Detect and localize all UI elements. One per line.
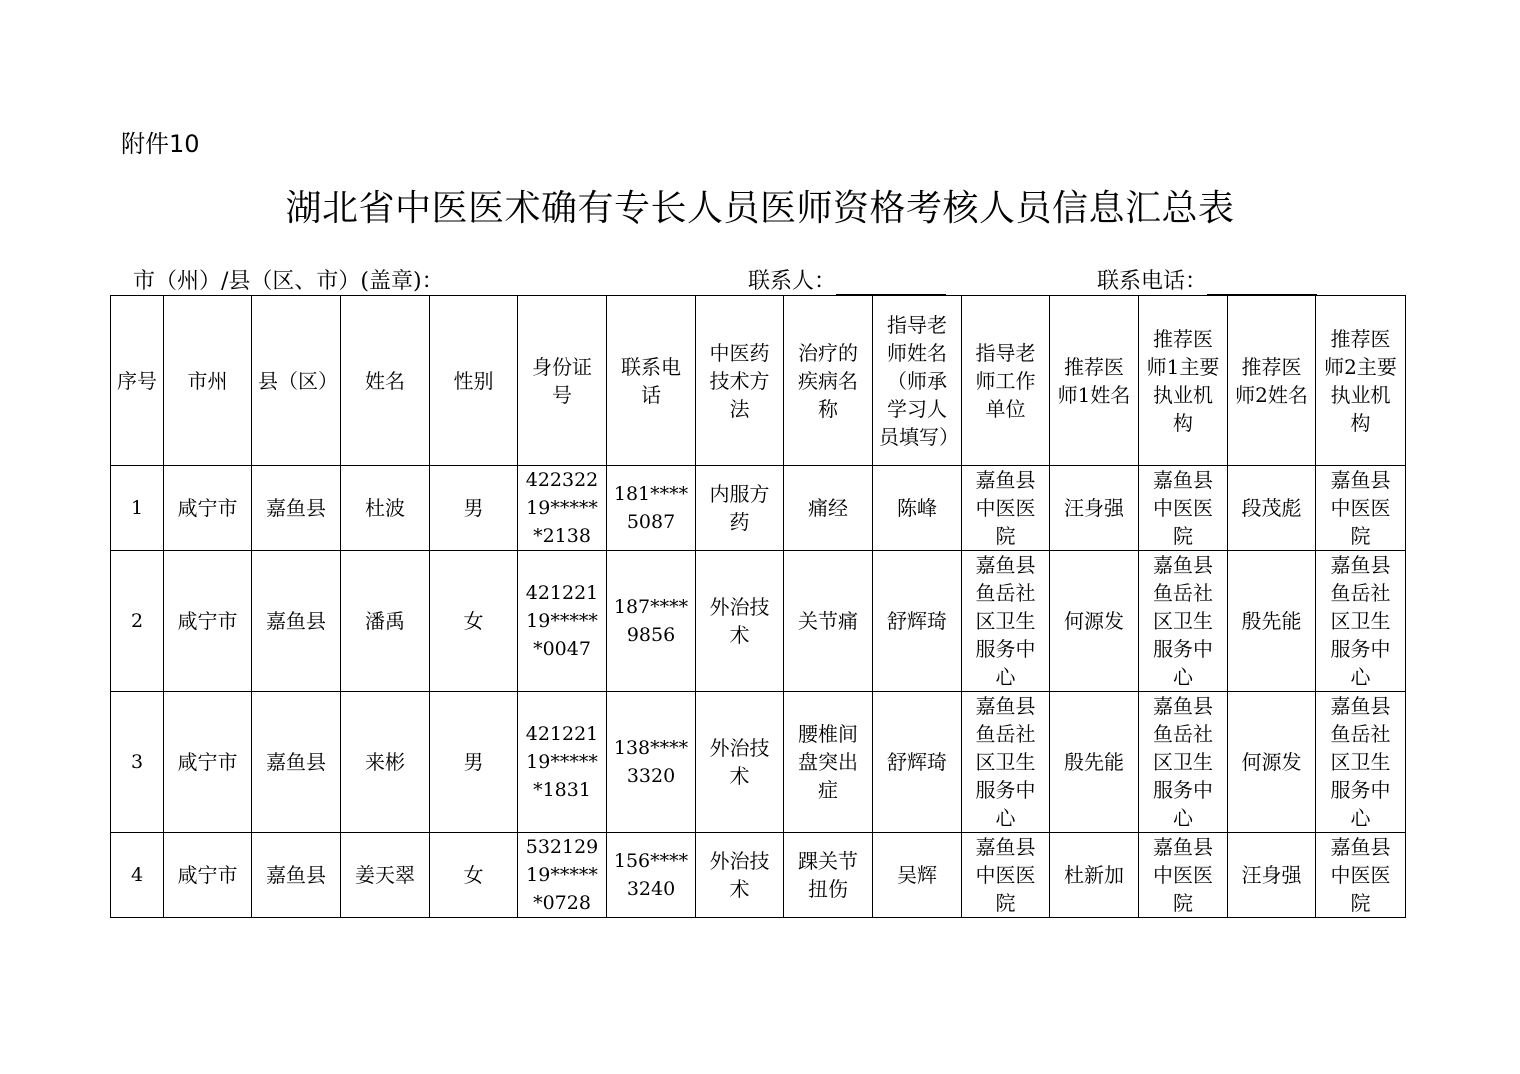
table-cell: 嘉鱼县中医医院 <box>962 833 1050 918</box>
header-cell: 身份证号 <box>518 296 607 466</box>
table-cell: 181****5087 <box>607 466 696 551</box>
table-cell: 何源发 <box>1228 692 1316 833</box>
header-cell: 推荐医师2主要执业机构 <box>1316 296 1406 466</box>
table-cell: 舒辉琦 <box>873 551 962 692</box>
table-cell: 痛经 <box>784 466 873 551</box>
table-cell: 3 <box>111 692 164 833</box>
table-cell: 舒辉琦 <box>873 692 962 833</box>
table-cell: 男 <box>430 466 518 551</box>
table-cell: 42232219******2138 <box>518 466 607 551</box>
table-cell: 何源发 <box>1050 551 1139 692</box>
table-row <box>111 551 1406 692</box>
table-row <box>111 833 1406 918</box>
table-cell: 段茂彪 <box>1228 466 1316 551</box>
table-cell: 嘉鱼县鱼岳社区卫生服务中心 <box>962 551 1050 692</box>
header-cell: 推荐医师1姓名 <box>1050 296 1139 466</box>
table-cell: 腰椎间盘突出症 <box>784 692 873 833</box>
table-cell: 嘉鱼县中医医院 <box>962 466 1050 551</box>
table-cell: 外治技术 <box>696 692 784 833</box>
table-cell: 嘉鱼县中医医院 <box>1139 466 1228 551</box>
header-cell: 指导老师工作单位 <box>962 296 1050 466</box>
contact-field <box>748 264 946 295</box>
header-cell: 指导老师姓名（师承学习人员填写） <box>873 296 962 466</box>
header-cell: 治疗的疾病名称 <box>784 296 873 466</box>
info-table <box>110 295 1406 918</box>
contact-label: 联系人： <box>748 269 837 294</box>
table-cell: 嘉鱼县中医医院 <box>1316 466 1406 551</box>
header-cell: 中医药技术方法 <box>696 296 784 466</box>
table-cell: 咸宁市 <box>164 466 252 551</box>
table-cell: 吴辉 <box>873 833 962 918</box>
table-cell: 156****3240 <box>607 833 696 918</box>
table-row <box>111 466 1406 551</box>
table-cell: 53212919******0728 <box>518 833 607 918</box>
header-cell: 姓名 <box>341 296 430 466</box>
region-label-text: 市（州）/县（区、市）(盖章)： <box>133 269 444 294</box>
table-cell: 嘉鱼县 <box>252 692 341 833</box>
table-cell: 嘉鱼县 <box>252 551 341 692</box>
table-cell: 姜天翠 <box>341 833 430 918</box>
header-cell: 联系电话 <box>607 296 696 466</box>
contact-blank <box>836 272 946 295</box>
page-title: 湖北省中医医术确有专长人员医师资格考核人员信息汇总表 <box>285 188 1235 229</box>
table-cell: 嘉鱼县鱼岳社区卫生服务中心 <box>962 692 1050 833</box>
header-cell: 市州 <box>164 296 252 466</box>
table-cell: 殷先能 <box>1050 692 1139 833</box>
table-cell: 来彬 <box>341 692 430 833</box>
table-cell: 汪身强 <box>1228 833 1316 918</box>
table-cell: 外治技术 <box>696 833 784 918</box>
header-cell: 推荐医师1主要执业机构 <box>1139 296 1228 466</box>
table-cell: 汪身强 <box>1050 466 1139 551</box>
table-cell: 嘉鱼县鱼岳社区卫生服务中心 <box>1139 551 1228 692</box>
table-cell: 嘉鱼县鱼岳社区卫生服务中心 <box>1316 692 1406 833</box>
table-cell: 嘉鱼县中医医院 <box>1316 833 1406 918</box>
phone-field <box>1097 264 1317 295</box>
header-cell: 县（区） <box>252 296 341 466</box>
table-cell: 42122119******0047 <box>518 551 607 692</box>
table-cell: 嘉鱼县鱼岳社区卫生服务中心 <box>1139 692 1228 833</box>
table-cell: 内服方药 <box>696 466 784 551</box>
header-cell: 推荐医师2姓名 <box>1228 296 1316 466</box>
table-cell: 咸宁市 <box>164 551 252 692</box>
table-cell: 杜新加 <box>1050 833 1139 918</box>
table-cell: 女 <box>430 833 518 918</box>
header-cell: 序号 <box>111 296 164 466</box>
table-cell: 2 <box>111 551 164 692</box>
table-cell: 踝关节扭伤 <box>784 833 873 918</box>
table-cell: 咸宁市 <box>164 833 252 918</box>
table-cell: 陈峰 <box>873 466 962 551</box>
table-cell: 杜波 <box>341 466 430 551</box>
phone-blank <box>1207 272 1317 295</box>
table-cell: 女 <box>430 551 518 692</box>
table-cell: 嘉鱼县 <box>252 466 341 551</box>
table-cell: 1 <box>111 466 164 551</box>
table-cell: 187****9856 <box>607 551 696 692</box>
table-cell: 42122119******1831 <box>518 692 607 833</box>
table-cell: 嘉鱼县 <box>252 833 341 918</box>
table-cell: 嘉鱼县中医医院 <box>1139 833 1228 918</box>
table-cell: 138****3320 <box>607 692 696 833</box>
attachment-label: 附件10 <box>121 130 200 158</box>
table-cell: 嘉鱼县鱼岳社区卫生服务中心 <box>1316 551 1406 692</box>
phone-label: 联系电话： <box>1097 269 1208 294</box>
table-cell: 4 <box>111 833 164 918</box>
table-row <box>111 692 1406 833</box>
table-cell: 殷先能 <box>1228 551 1316 692</box>
table-cell: 潘禹 <box>341 551 430 692</box>
region-seal-label <box>133 264 444 295</box>
table-cell: 外治技术 <box>696 551 784 692</box>
header-cell: 性别 <box>430 296 518 466</box>
table-cell: 关节痛 <box>784 551 873 692</box>
table-cell: 咸宁市 <box>164 692 252 833</box>
table-cell: 男 <box>430 692 518 833</box>
table-header-row <box>111 296 1406 466</box>
